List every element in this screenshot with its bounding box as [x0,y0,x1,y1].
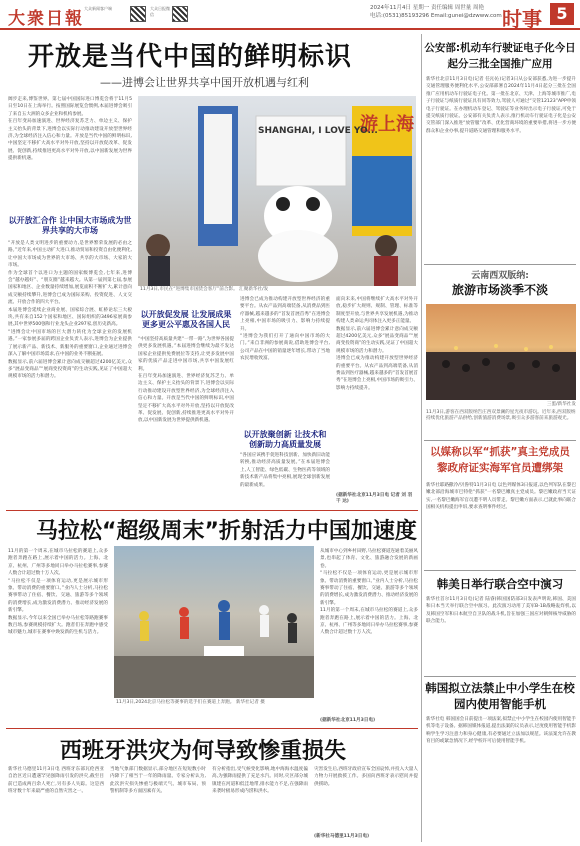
photo-sign: 游上海 [360,114,414,135]
newspaper-logo: 大衆日報 [8,9,84,29]
main-intro: 阔步走来,博鉴世界。第七届中国国际进口博览会将于11月5日至10日在上海举行。按照国际展览会惯例,本届进博会吸引了来自五大洲的众多企业和机构参展。 在百年变局加速演进、世界经济复苏乏力、单边主义、保护主义抬头的背景下,进博会以实际行动推动建设开放型世界经济,为全球经济注入信心和力量。开放是当代中国的鲜明标识,中国坚定不移扩大高水平对外开放,坚持以开放促改革、促发展、促创新,持续推进更高水平对外开放,以中国新发展为世界提供新机遇。 [8,97,132,162]
qr-code-icon [172,6,188,22]
marathon-caption: 11月3日,2024北京马拉松等赛事的选手们在赛道上奔跑。 新华社记者 摄 [116,700,265,705]
main-headline: 开放是当代中国的鲜明标识 [28,42,353,72]
divider [424,676,576,677]
spain-body-2: 当地气象部门数据显示,部分地区在短短数小时内降下了相当于一年的降雨量。专家分析认为,此次洪灾损失惨重与极端天气、城市布局、预警机制等多方面因素有关。 [110,767,206,795]
marathon-photo [114,546,314,698]
spain-headline: 西班牙洪灾为何导致惨重损失 [60,739,347,764]
main-photo-caption: 11月3日,市民在“进博集市国货会客厅”前合影。 汇聚新华社/发 [140,287,269,292]
photo-text: SHANGHAI, I LOVE YO... [258,126,378,136]
spain-body-1: 新华社马德里11月3日电 西班牙东部瓦伦西亚自治区近日遭遇罕见强降雨引发的洪灾,截至目前已造成两百余人死亡,另有多人失踪。这是西班牙数十年来最严重的自然灾害之一。 [8,767,104,795]
marathon-photo-image [114,546,314,698]
main-col1-body: “开放是人类文明进步的重要动力,是世界繁荣发展的必由之路。”近年来,中国主动扩大进口,推动贸易和投资自由化便利化,让中国大市场成为世界的大市场、共享的大市场、大家的大市场。 作为全球首个以进口为主题的国家级博览会,七年来,进博会“越办越好”、“朋友圈”越来越大。从第一届到第七届,参展国家和地区、企业数量持续增加,展览面积不断扩大,累计意向成交额持续攀升,进博会已成为国际采购、投资促进、人文交流、开放合作的四大平台。 本届进博会延续企业商业展、国家综合展、虹桥论坛三大板块,共有来自152个国家和地区、国际组织的3496家展商参展,其中世界500强和行业龙头企业297家,创历史新高。 “进博会让中国市场的巨大潜力转化为全球企业的发展机遇。”一家参展多届的跨国企业负责人表示,进博会为企业提供了展示新产品、新技术、新服务的重要窗口,企业通过进博会深入了解中国市场需求,在中国的业务不断拓展。 数据显示,前六届进博会累计意向成交额超过4200亿美元,众多“展品变商品”“展商变投资商”的生动实践,见证了中国超大规模市场的活力和潜力。 [8,241,132,380]
yunnan-photo-credit: 三蛋/新华社发 [546,402,576,407]
column-divider [421,34,422,842]
israel-headline: 以媒称以军“抓获”真主党成员 黎政府证实海军官员遭绑架 [430,446,570,474]
korea-body: 新华社首尔11月3日电(记者 陆睿)韩国国防部3日发表声明说,韩国、美国和日本当天举行联合空中演习。此次演习动用了美军B-1B战略轰炸机,以及韩国空军和日本航空自卫队的战斗机,旨在加强三国应对朝鲜核导威胁的联合能力。 [426,597,576,625]
phone-headline: 韩国拟立法禁止中小学生在校园内使用智能手机 [425,681,575,711]
main-col3-body2: “各国应该携手促进科技创新、加快新旧动能转换,推动经济高质量发展。”在本届进博会上,人工智能、绿色低碳、生物医药等领域的新技术新产品将集中亮相,展现全球创新发展的最新成果。 [240,453,330,488]
yunnan-headline: 旅游市场淡季不淡 [451,283,548,297]
masthead-contact: 电话:(0531)85193296 Email:gunei@dzwww.com [370,13,502,19]
israel-body: 新华社耶路撒冷/贝鲁特11月3日电 以色列媒体3日报道,以色列军队在黎巴嫩北部沿海城市巴特伦“抓获”一名黎巴嫩真主党成员。黎巴嫩政府当天证实,一名黎巴嫩海军官员遭不明人员带走。黎巴嫩方面表示,已就此事向联合国相关机构提出申诉,要求查明事件经过。 [426,483,576,511]
main-col3-body: 进博会已成为推动构建开放型世界经济的重要平台。从农产品到高端装备,从消费品到医疗器械,越来越多的“首发首展首秀”在进博会上亮相,中国市场的吸引力、影响力持续提升。 “进博会为我们打开了通向中国市场的大门。”来自非洲的参展商说,借助进博会平台,公司产品在中国的销量逐年增长,带动了当地农民增收致富。 [240,297,330,362]
main-col4-body: 面向未来,中国将继续扩大高水平对外开放,稳步扩大规则、规制、管理、标准等制度型开放,与世界共享发展机遇,为推动构建人类命运共同体注入更多正能量。 数据显示,前六届进博会累计意向成交额超过4200亿美元,众多“展品变商品”“展商变投资商”的生动实践,见证了中国超大规模市场的活力和潜力。 进博会已成为推动构建开放型世界经济的重要平台。从农产品到高端装备,从消费品到医疗器械,越来越多的“首发首展首秀”在进博会上亮相,中国市场的吸引力、影响力持续提升。 [336,297,418,391]
masthead [0,0,580,30]
section-heading-2: 以开放促发展 让发展成果更多更公平惠及各国人民 [140,310,232,329]
yunnan-photo-image [426,304,576,400]
main-byline: (据新华社北京11月3日电 记者 刘 羽 干 达) [336,493,413,504]
page-number: 5 [550,3,574,25]
qr-label: 大众日报微信 [150,6,170,17]
section-heading-1: 以开放汇合作 让中国大市场成为世界共享的大市场 [8,216,132,235]
police-headline: 公安部:机动车行驶证电子化今日起分三批全国推广应用 [424,42,576,70]
spain-body-3: 有分析指出,受气候变化影响,地中海海水温度偏高,为强降雨提供了充足水汽。同时,灾区部分城镇建在河道和低洼地带,排水能力不足,在强降雨来袭时极易形成内涝和洪水。 [212,767,308,795]
masthead-info [370,4,520,20]
divider [6,510,418,511]
marathon-byline: (据新华社北京11月3日电) [320,718,376,723]
divider [6,728,418,729]
marathon-body-1: 11月的第一个周末,在城市马拉松的赛道上,众多跑者奔跑在路上,展示着中国的活力。上海、北京、杭州、广州等多地同日举办马拉松赛事,参赛人数合计超过数十万人次。 “马拉松不仅是一项体育运动,更是展示城市形象、带动消费的重要窗口。”业内人士分析,马拉松赛事带动了住宿、餐饮、交通、旅游等多个领域的消费增长,成为激发消费潜力、推动经济发展的新引擎。 数据显示,今年以来全国已举办马拉松等路跑赛事数百场,参赛规模持续扩大。跑者们在奔跑中感受城市魅力,城市在赛事中焕发新的生机与活力。 [8,549,108,636]
divider [424,570,576,571]
yunnan-kicker: 云南西双版纳: [471,271,529,281]
spain-body-4: 灾害发生后,西班牙政府宣布全国哀悼,并投入大量人力物力开展救援工作。多国向西班牙表示慰问并提供援助。 [314,767,418,787]
police-body: 新华社北京11月3日电(记者 任沁沁)记者3日从公安部获悉,为进一步提升交通管理服务便利化水平,公安部部署自2024年11月4日起分三批在全国推广应用机动车行驶证电子化。第一批在北京、天津、上海等城市推广,电子行驶证与纸质行驶证具有同等效力,驾驶人可通过“交管12123”APP申领电子行驶证。在办理机动车登记、驾驶证等业务时出示电子行驶证,可免于提交纸质行驶证。公安部有关负责人表示,推行机动车行驶证电子化是公安交管部门深入推进“放管服”改革、优化营商环境的重要举措,将进一步方便群众和企业办事,提升道路交通管理和服务水平。 [426,77,576,134]
section-heading-3: 以开放聚创新 让技术和创新助力高质量发展 [243,430,327,449]
masthead-date: 2024年11月4日 星期一 责任编辑 周世量 周艳 [370,5,484,11]
main-photo [138,96,416,286]
marathon-body-2: 从城市中心到乡村田野,马拉松赛道连通着美丽风景,也串起了体育、文化、旅游融合发展的新画卷。 “马拉松不仅是一项体育运动,更是展示城市形象、带动消费的重要窗口。”业内人士分析,马拉松赛事带动了住宿、餐饮、交通、旅游等多个领域的消费增长,成为激发消费潜力、推动经济发展的新引擎。 11月的第一个周末,在城市马拉松的赛道上,众多跑者奔跑在路上,展示着中国的活力。上海、北京、杭州、广州等多地同日举办马拉松赛事,参赛人数合计超过数十万人次。 [320,549,418,636]
divider [424,264,576,265]
korea-headline: 韩美日举行联合空中演习 [436,577,564,591]
main-subheadline: ——进博会让世界共享中国开放机遇与红利 [100,76,309,89]
yunnan-photo [426,304,576,400]
spain-byline: (新华社马德里11月3日电) [314,834,370,839]
phone-body: 新华社电 韩国国会日前提出一项法案,拟禁止中小学生在校园内使用智能手机等电子设备。据韩国媒体报道,提出法案的议员表示,过度使用智能手机影响学生学习注意力和身心健康,有必要通过立法加以规范。该法案允许在教育目的或紧急情况下,经学校许可后使用智能手机。 [426,717,576,745]
marathon-headline: 马拉松“超级周末”折射活力中国加速度 [36,519,417,544]
main-col2-body: “中国坚持高质量共建“一带一路”,为世界各国提供更多发展机遇。”本届进博会继续为最不发达国家企业提供免费展位等支持,让更多发展中国家的优质产品走进中国市场,共享中国发展红利。 在百年变局加速演进、世界经济复苏乏力、单边主义、保护主义抬头的背景下,进博会以实际行动推动建设开放型世界经济,为全球经济注入信心和力量。开放是当代中国的鲜明标识,中国坚定不移扩大高水平对外开放,坚持以开放促改革、促发展、促创新,持续推进更高水平对外开放,以中国新发展为世界提供新机遇。 [138,337,234,424]
divider [424,440,576,441]
logo-sub: 大众新闻客户端 [84,6,112,11]
section-title: 时事 [502,7,542,31]
qr-code-icon [130,6,146,22]
yunnan-caption: 11月3日,游客在西双版纳告庄西双景澜的星光夜市游玩。近年来,西双版纳持续优化旅游产品供给,创新旅游消费场景,吸引众多游客前来旅游观光。 [426,410,576,421]
